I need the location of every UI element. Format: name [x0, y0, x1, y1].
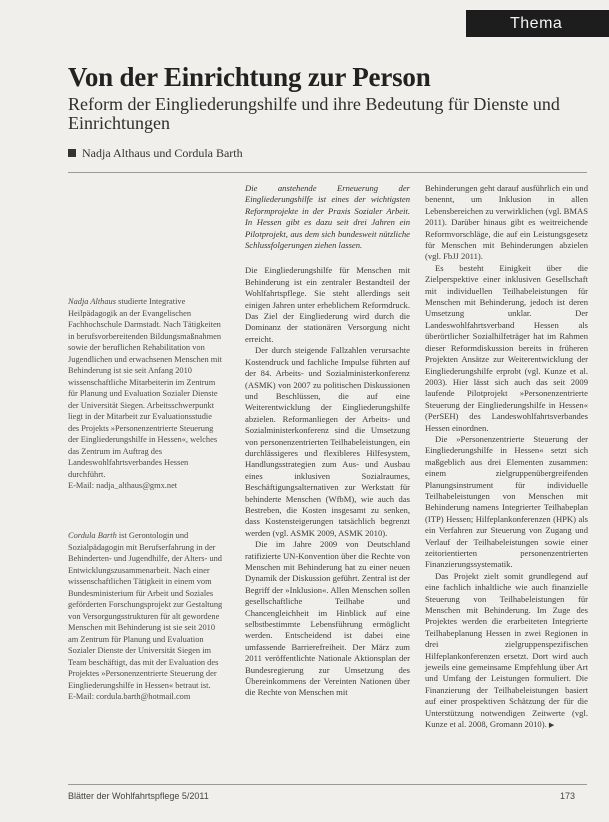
article-title: Von der Einrichtung zur Person: [68, 62, 431, 92]
bio-barth-email: E-Mail: cordula.barth@hotmail.com: [68, 692, 191, 701]
bio-althaus: [68, 296, 223, 492]
article-lead: Die anstehende Erneuerung der Eingliederungshilfe ist eines der wichtigsten Reformprojekte in der Praxis Sozialer Arbeit. In Hessen gibt es dazu seit drei Jahren ein Pilotprojekt, aus dem sich bundesweit nützliche Schlussfolgerungen ziehen lassen.: [245, 183, 410, 251]
section-label: Thema: [466, 10, 609, 37]
body-paragraph: Der durch steigende Fallzahlen verursachte Kostendruck und fachliche Impulse führten auf der 84. Arbeits- und Sozialministerkonferenz (ASMK) von 2007 zu politischen Diskussionen und Beschlüssen, die auf eine Weiterentwicklung der Eingliederungshilfe abzielen. Reformanliegen der Arbeits- und Sozialministerkonferenz sind die Umsetzung von personenzentrierten Teilhabeleistungen, ein durchlässigeres und flexibleres Hilfesystem, Handlungsstrategien zum Aus- und Ausbau eines inklusiven Sozialraumes, Beschäftigungsalternativen zur Werkstatt für behinderte Menschen (WfbM), wie auch das Bestreben, die Kosten insgesamt zu senken, dass Kostensteigerungen tatsächlich begrenzt werden (vgl. ASMK 2009, ASMK 2010).: [245, 345, 410, 538]
journal-name: Blätter der Wohlfahrtspflege 5/2011: [68, 791, 209, 801]
bullet-square-icon: [68, 149, 76, 157]
bio-althaus-text: studierte Integrative Heilpädagogik an der Evangelischen Fachhochschule Darmstadt. Nach Tätigkeiten in berufsvorbereitenden Bildungsmaßnahmen sowie der beruflichen Rehabilitation von Jugendlichen und erwachsenen Menschen mit Behinderung ist sie seit Anfang 2010 wissenschaftliche Mitarbeiterin im Zentrum für Planung und Evaluation Sozialer Dienste der Universität Siegen. Arbeitsschwerpunkt liegt in der Mitarbeit zur Evaluationsstudie des Projekts »Personenzentrierte Steuerung der Eingliederungshilfe in Hessen«, welches das Zentrum im Auftrag des Landeswohlfahrtsverbandes Hessen durchführt.: [68, 297, 222, 479]
footer-divider: [68, 784, 587, 785]
bio-barth-text: ist Gerontologin und Sozialpädagogin mit Berufserfahrung in der Behinderten- und Jugendhilfe, der Alters- und Entwicklungszusammenarbeit. Nach einer wissenschaftlichen Tätigkeit in einem vom Bundesministerium für Arbeit und Soziales geförderten Forschungsprojekt zur Gestaltung von Versorgungsstrukturen für alt gewordene Menschen mit Behinderung ist sie seit 2010 am Zentrum für Planung und Evaluation Sozialer Dienste der Universität Siegen im Team beschäftigt, das mit der Evaluation des Projektes »Personenzentrierte Steuerung der Eingliederungshilfe in Hessen« betraut ist.: [68, 531, 223, 690]
body-paragraph: Es besteht Einigkeit über die Zielperspektive einer inklusiven Gesellschaft mit individuellen Teilhabeleistungen für Menschen mit Behinderung, jedoch ist deren Umsetzung unklar. Der Landeswohlfahrtsverband Hessen als überörtlicher Sozialhilfeträger hat im Rahmen dieser Reformdiskussion bereits in früheren Projekten Ansätze zur Weiterentwicklung der Eingliederungshilfe erprobt (vgl. Kunze et al. 2003). Hier lässt sich auch das seit 2009 laufende Pilotprojekt »Personenzentrierte Steuerung der Eingliederungshilfe in Hessen« (PerSEH) des Landeswohlfahrtsverbandes Hessen einordnen.: [425, 262, 588, 433]
body-paragraph: [425, 571, 588, 732]
body-paragraph: Die »Personenzentrierte Steuerung der Eingliederungshilfe in Hessen« setzt sich maßgeblich aus drei Elementen zusammen: einem zielgruppenübergreifenden Planungsinstrument für individuelle Teilhabeleistungen von Menschen mit Behinderung namens Integrierter Teilhabeplan (ITP) Hessen; Hilfeplankonferenzen (HPK) als ein Verfahren zur Steuerung von Zugang und Verlauf der Teilhabeleistungen sowie einer zeitorientierten personenzentrierten Finanzierungssystematik.: [425, 433, 588, 570]
bio-barth: [68, 530, 223, 703]
body-column-middle: [245, 183, 410, 699]
body-paragraph-text: Das Projekt zielt somit grundlegend auf eine fachlich inhaltliche wie auch finanzielle Steuerung von Teilhabeleistungen für Menschen mit Behinderung. Im Zuge des Projektes werden die erarbeiteten Integrierte Teilhabeplanung Hessen in zwei Regionen in drei zielgruppenspezifischen Hilfeplankonferenzen ersetzt. Dort wird auch jeweils eine gemeinsame Empfehlung über Art und Umfang der Leistungen formuliert. Die Finanzierung der Teilhabeleistungen basiert auf einer prospektiven Schätzung der für die Unterstützung notwendigen Zeitwerte (vgl. Kunze et al. 2008, Gromann 2010).: [425, 570, 588, 730]
continue-arrow-icon: ▶: [548, 721, 555, 730]
article-authors: [68, 146, 243, 161]
bio-althaus-email: E-Mail: nadja_althaus@gmx.net: [68, 481, 178, 490]
authors-text: Nadja Althaus und Cordula Barth: [82, 146, 243, 160]
article-subtitle: Reform der Eingliederungshilfe und ihre Bedeutung für Dienste und Einrichtungen: [68, 94, 560, 133]
body-paragraph: Die Eingliederungshilfe für Menschen mit Behinderung ist ein zentraler Bestandteil der Wohlfahrtspflege. Sie steht allerdings seit einigen Jahren unter erheblichem Reformdruck. Das Ziel der Eingliederung wird durch die Dominanz der stationären Versorgung nicht erreicht.: [245, 265, 410, 344]
body-paragraph: Behinderungen geht darauf ausführlich ein und benennt, um Inklusion in allen Lebensbereichen zu verwirklichen (vgl. BMAS 2011). Darüber hinaus gibt es weitreichende Reformvorschläge, die auf ein Leistungsgesetz für Menschen mit Behinderungen abzielen (vgl. FbJJ 2011).: [425, 183, 588, 262]
header-divider: [68, 172, 587, 173]
bio-barth-name: Cordula Barth: [68, 531, 117, 540]
bio-althaus-name: Nadja Althaus: [68, 297, 117, 306]
page-number: 173: [560, 791, 576, 801]
body-column-right: [425, 183, 588, 732]
body-paragraph: Die im Jahre 2009 von Deutschland ratifizierte UN-Konvention über die Rechte von Menschen mit Behinderung hat zu einer neuen Dynamik der Diskussion geführt. Zentral ist der Begriff der »Inklusion«. Allen Menschen sollen gesellschaftliche Teilhabe und Chancengleichheit im Hinblick auf eine selbstbestimmte Lebensführung ermöglicht werden. Entscheidend ist dabei eine umfassende Barrierefreiheit. Der März zum 2011 veröffentlichte Nationale Aktionsplan der Bundesregierung zur Umsetzung des Übereinkommens der Vereinten Nationen über die Rechte von Menschen mit: [245, 539, 410, 698]
